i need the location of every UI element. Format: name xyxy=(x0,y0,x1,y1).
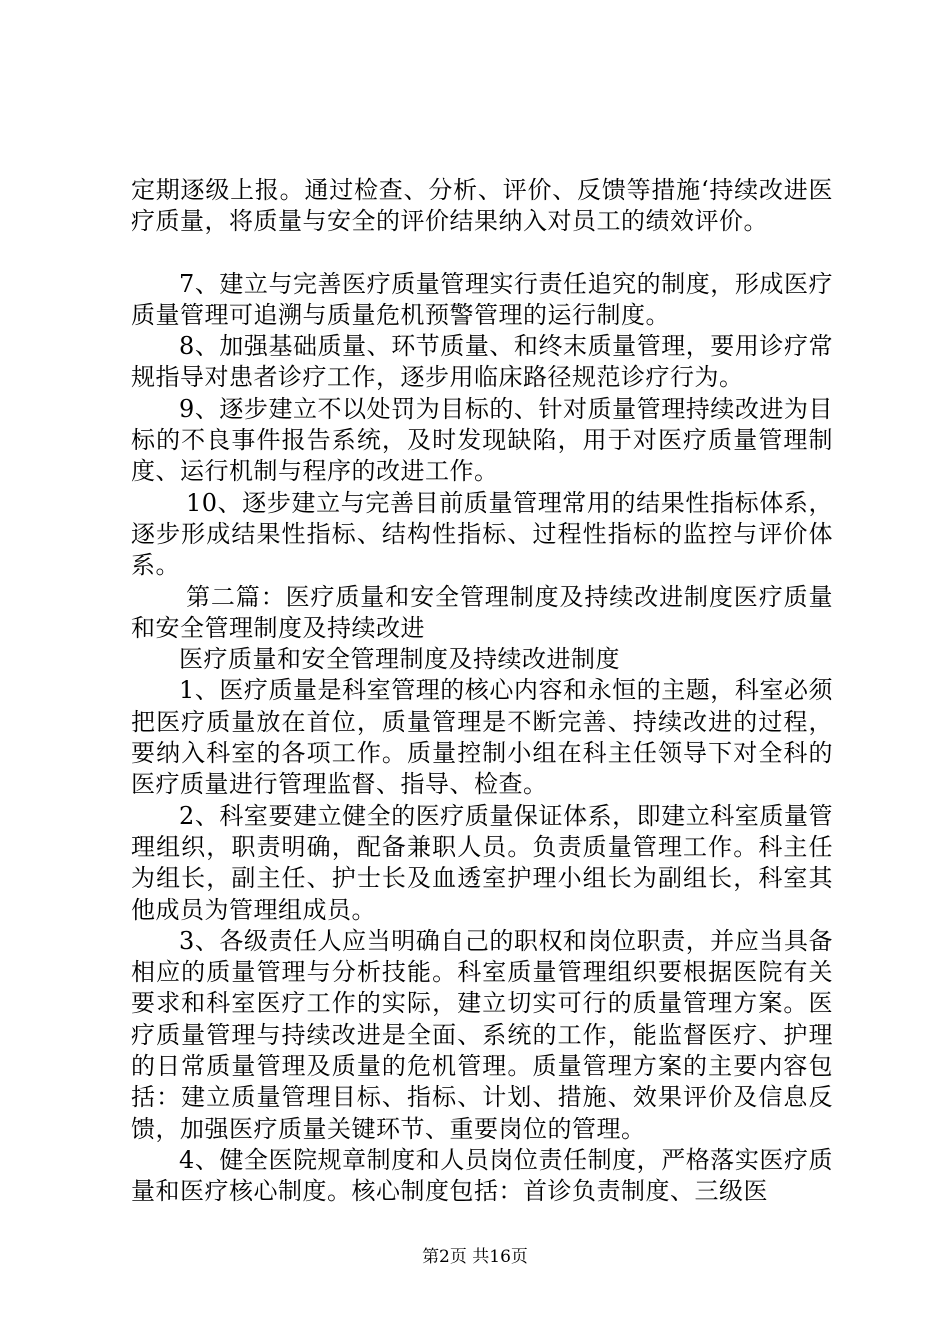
paragraph-item-8: 8、加强基础质量、环节质量、和终末质量管理，要用诊疗常规指导对患者诊疗工作，逐步用临床路径规范诊疗行为。 xyxy=(131,332,833,392)
paragraph-item-3: 3、各级责任人应当明确自己的职权和岗位职责，并应当具备相应的质量管理与分析技能。科室质量管理组织要根据医院有关要求和科室医疗工作的实际，建立切实可行的质量管理方案。医疗质量管理与持续改进是全面、系统的工作，能监督医疗、护理的日常质量管理及质量的危机管理。质量管理方案的主要内容包括：建立质量管理目标、指标、计划、措施、效果评价及信息反馈，加强医疗质量关键环节、重要岗位的管理。 xyxy=(131,926,833,1143)
paragraph-item-2: 2、科室要建立健全的医疗质量保证体系，即建立科室质量管理组织，职责明确，配备兼职人员。负责质量管理工作。科主任为组长，副主任、护士长及血透室护理小组长为副组长，科室其他成员为管理组成员。 xyxy=(131,801,833,924)
page-number-footer: 第2页 共16页 xyxy=(422,1247,528,1267)
section-subtitle: 医疗质量和安全管理制度及持续改进制度 xyxy=(179,645,620,674)
section-heading-part-two: 第二篇：医疗质量和安全管理制度及持续改进制度医疗质量和安全管理制度及持续改进 xyxy=(131,582,833,642)
paragraph-item-9: 9、逐步建立不以处罚为目标的、针对质量管理持续改进为目标的不良事件报告系统，及时发现缺陷，用于对医疗质量管理制度、运行机制与程序的改进工作。 xyxy=(131,394,833,486)
paragraph-item-4: 4、健全医院规章制度和人员岗位责任制度，严格落实医疗质量和医疗核心制度。核心制度包括：首诊负责制度、三级医 xyxy=(131,1145,833,1206)
paragraph-item-10: 10、逐步建立与完善目前质量管理常用的结果性指标体系，逐步形成结果性指标、结构性指标、过程性指标的监控与评价体系。 xyxy=(131,488,833,580)
paragraph-item-7: 7、建立与完善医疗质量管理实行责任追究的制度，形成医疗质量管理可追溯与质量危机预警管理的运行制度。 xyxy=(131,269,833,329)
document-body xyxy=(131,175,833,1208)
paragraph-continuation: 定期逐级上报。通过检查、分析、评价、反馈等措施‘持续改进医疗质量，将质量与安全的评价结果纳入对员工的绩效评价。 xyxy=(131,176,833,236)
paragraph-item-1: 1、医疗质量是科室管理的核心内容和永恒的主题，科室必须把医疗质量放在首位，质量管理是不断完善、持续改进的过程，要纳入科室的各项工作。质量控制小组在科主任领导下对全科的医疗质量进行管理监督、指导、检查。 xyxy=(131,676,833,799)
